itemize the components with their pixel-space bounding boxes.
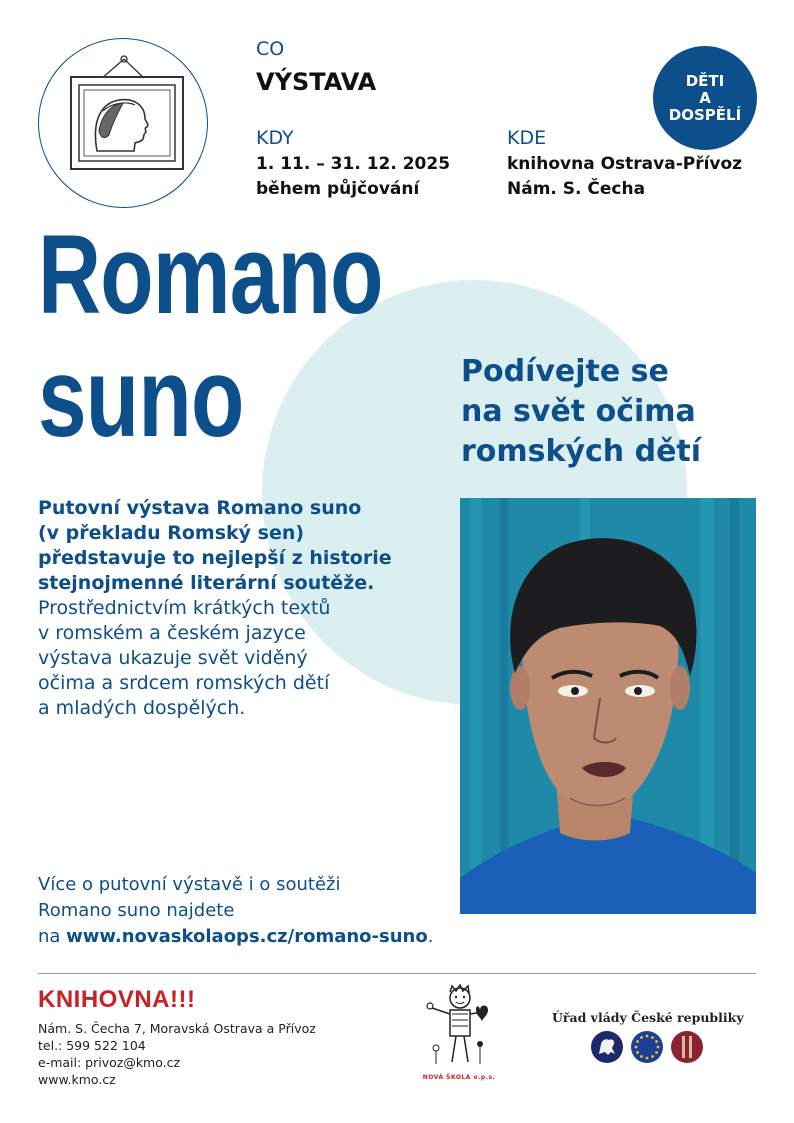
eu-flag-icon [631,1031,663,1063]
description-line-3: výstava ukazuje svět viděný [38,647,308,669]
kde-label: KDE [507,127,547,149]
more-suffix: . [427,926,434,947]
tagline-line-1: Podívejte se [461,354,669,389]
tagline [461,352,701,472]
badge-line-3: DOSPĚLÍ [668,105,742,124]
tagline-line-3: romských dětí [461,434,702,469]
footer-divider [38,973,756,974]
description-line-1: Prostřednictvím krátkých textů [38,597,331,619]
government-emblems [590,1030,706,1064]
library-address: Nám. S. Čecha 7, Moravská Ostrava a Přívoz [38,1021,316,1036]
badge-line-1: DĚTI [685,71,725,90]
framed-portrait-icon [39,39,209,209]
description-bold-4: stejnojmenné literární soutěže. [38,572,375,594]
description-bold-3: představuje to nejlepší z historie [38,547,392,569]
co-value: VÝSTAVA [256,68,377,96]
description-line-5: a mladých dospělých. [38,697,246,719]
kdy-date: 1. 11. – 31. 12. 2025 [256,154,451,174]
description-bold-1: Putovní výstava Romano suno [38,497,362,519]
library-email[interactable]: e-mail: privoz@kmo.cz [38,1055,181,1070]
regional-emblem-icon [671,1031,703,1063]
school-logo-text: NOVÁ ŠKOLA o.p.s. [422,1074,496,1081]
description-bold-2: (v překladu Romský sen) [38,522,305,544]
more-line-2: Romano suno najdete [38,900,235,921]
description [38,496,458,721]
library-name: KNIHOVNA!!! [38,986,196,1013]
more-prefix: na [38,926,67,947]
exhibition-title-line-1: Romano [38,212,383,337]
library-phone: tel.: 599 522 104 [38,1038,146,1053]
co-label: CO [256,38,285,60]
library-contacts [38,1020,316,1088]
badge-line-2: A [699,88,711,107]
more-info [38,872,598,950]
exhibition-logo [38,38,208,208]
more-line-1: Více o putovní výstavě i o soutěži [38,874,341,895]
nova-skola-logo [416,984,502,1084]
kdy-note: během půjčování [256,179,420,199]
czech-lion-icon [591,1031,623,1063]
kdy-label: KDY [256,127,294,149]
child-figure-icon [416,984,502,1070]
tagline-line-2: na svět očima [461,394,696,429]
child-painting-portrait [460,498,756,914]
description-line-2: v romském a českém jazyce [38,622,306,644]
exhibition-title-line-2: suno [38,335,244,460]
kde-place: knihovna Ostrava-Přívoz [507,154,743,174]
kde-street: Nám. S. Čecha [507,179,646,199]
government-office-label: Úřad vlády České republiky [552,1010,744,1025]
website-link[interactable]: www.novaskolaops.cz/romano-suno [66,926,428,947]
audience-badge [653,46,757,150]
description-line-4: očima a srdcem romských dětí [38,672,330,694]
library-web[interactable]: www.kmo.cz [38,1072,116,1087]
